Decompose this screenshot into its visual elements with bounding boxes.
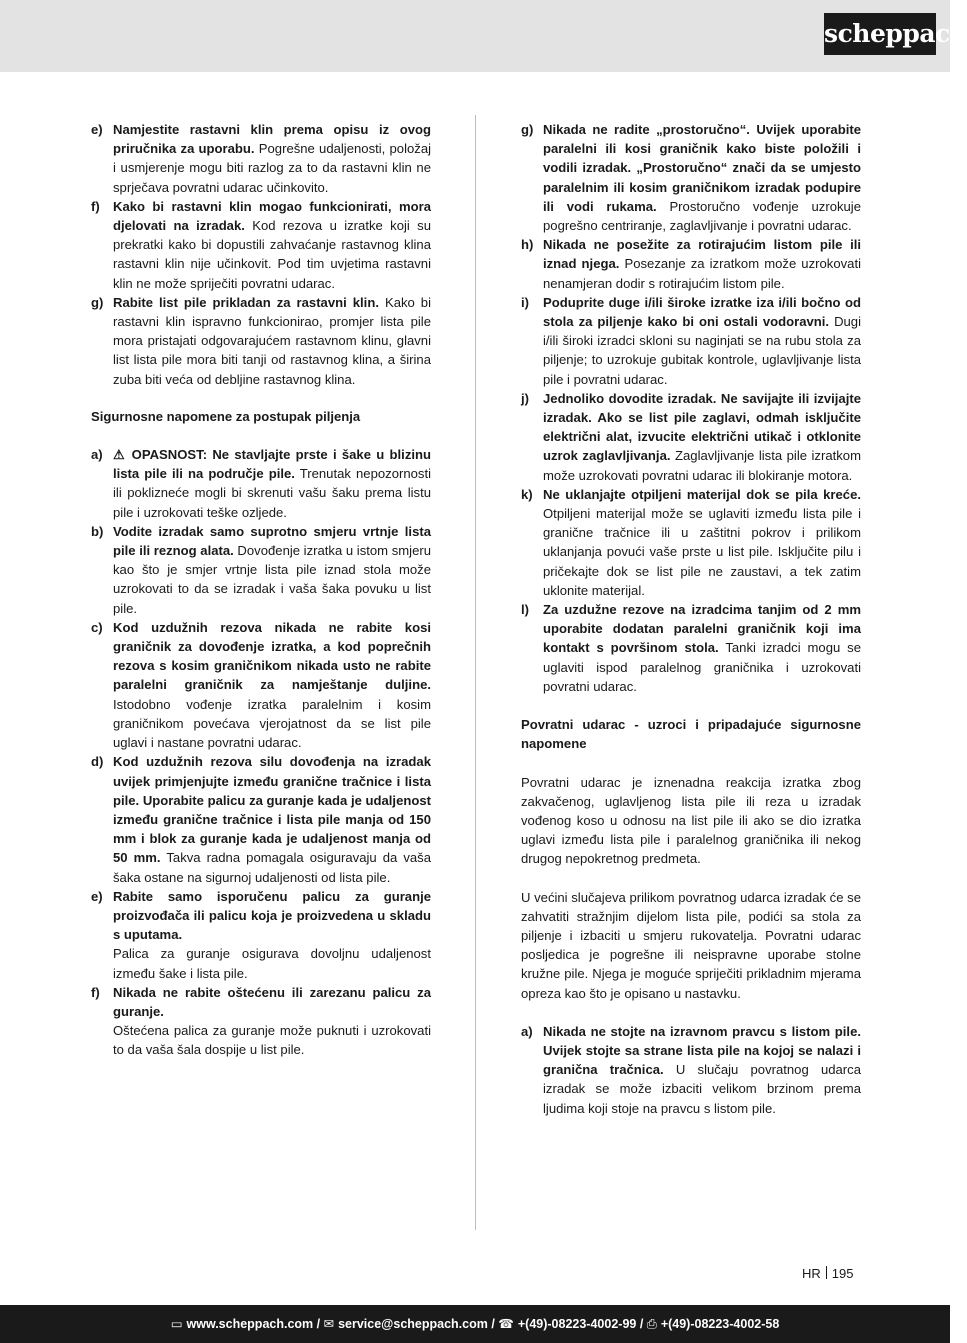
separator	[826, 1266, 827, 1279]
list-item: h) Nikada ne posežite za rotirajućim listom pile ili iznad njega. Posezanje za izratkom može uzrokovati nenamjeran dodir s rotirajućim listom pile.	[521, 237, 861, 291]
list-item: l) Za uzdužne rezove na izradcima tanjim od 2 mm uporabite dodatan paralelni graničnik koji ima kontakt s površinom stola. Tanki izradci mogu se uglaviti ispod paralelnog graničnika i uzrokovati povratni udarac.	[521, 602, 861, 694]
list-item: j) Jednoliko dovodite izradak. Ne savijajte ili izvijajte izradak. Ako se list pile zaglavi, odmah isključite električni alat, izvucite električni utikač i otklonite uzrok zaglavljivanja. Zaglavljivanje lista pile izratkom može uzrokovati povratni udarac ili blokiranje motora.	[521, 390, 861, 483]
footer-bar: ▭ www.scheppach.com / ✉ service@scheppach.com / ☎ +(49)-08223-4002-99 / ⎙ +(49)-08223-4002-58	[0, 1305, 950, 1343]
scheppach-logo: scheppach	[824, 13, 936, 55]
fax-number: +(49)-08223-4002-58	[660, 1317, 780, 1331]
column-divider	[475, 115, 476, 1230]
list-item: i) Poduprite duge i/ili široke izratke iza i/ili bočno od stola za piljenje kako bi oni ostali vodoravni. Dugi i/ili široki izradci skloni su naginjati se na rubu stola za piljenje; to uzrokuje gubitak kontrole, uglavljivanje lista pile i povratni udarac.	[521, 294, 861, 387]
email-link[interactable]: service@scheppach.com	[338, 1317, 488, 1331]
phone-icon: ☎	[498, 1317, 514, 1331]
phone-number: +(49)-08223-4002-99	[517, 1317, 637, 1331]
header-bar	[0, 0, 967, 72]
section-heading: Sigurnosne napomene za postupak piljenja	[91, 408, 361, 424]
list-item: a) ⚠ OPASNOST: Ne stavljajte prste i šake u blizinu lista pile ili na područje pile. Trenutak nepozornosti ili poklizneće mogli bi skrenuti vašu šaku prema listu pile i uzrokovati teške ozljede.	[91, 447, 431, 520]
paragraph: U većini slučajeva prilikom povratnog udarca izradak će se zahvatiti stražnjim dijelom lista pile, podići sa stola za piljenje i izbaciti u smjeru rukovatelja. Povratni udarac posljedica je pogrešne ili neispravne uporabe stolne kružne pile. Njega je moguće spriječiti prikladnim mjerama opreza kao što je opisano u nastavku.	[521, 889, 861, 1001]
list-item: b) Vodite izradak samo suprotno smjeru vrtnje lista pile ili reznog alata. Dovođenje izratka u istom smjeru kao što je smjer vrtnje lista pile iznad stola može uzrokovati to da se izradak i vaša šaka povuku u list pile.	[91, 523, 432, 616]
computer-icon: ▭	[170, 1317, 183, 1331]
list-item: c) Kod uzdužnih rezova nikada ne rabite kosi graničnik za dovođenje izratka, a kod poprečnih rezova s kosim graničnikom nikada usto ne rabite paralelni graničnik za namještanje duljine. Istodobno vođenje izratka paralelnim i kosim graničnikom povećava vjerojatnost da se list pile uglavi i nastane povratni udarac.	[91, 619, 431, 751]
list-item: g) Nikada ne radite „prostoručno“. Uvijek uporabite paralelni ili kosi graničnik kako biste položili i vodili izradak. „Prostoručno“ znači da se umjesto paralelnim ili kosim graničnikom izradak podupire ili vodi rukama. Prostoručno vođenje uzrokuje pogrešno centriranje, zaglavljivanje i povratni udarac.	[521, 122, 862, 234]
list-item: e) Namjestite rastavni klin prema opisu iz ovog priručnika za uporabu. Pogrešne udaljenosti, položaj i usmjerenje mogu biti razlog za to da rastavni klin ne sprječava povratni udarac učinkovito.	[91, 122, 432, 195]
page-number: HR 195	[802, 1266, 854, 1281]
left-column	[91, 120, 431, 1060]
right-column	[521, 120, 861, 1118]
warning-icon: ⚠ OPASNOST: Ne stavljajte prste i šake u blizinu lista pile ili na područje pile.	[113, 447, 431, 482]
list-item: k) Ne uklanjajte otpiljeni materijal dok se pila kreće. Otpiljeni materijal može se uglaviti između lista pile i granične tračnice ili u zaštitni pokrov i prilikom uklanjanja povući vaše prste u list pile. Isključite pilu i pričekajte dok se list pile ne zaustavi, a tek zatim uklonite materijal.	[521, 486, 861, 598]
list-item: a) Nikada ne stojte na izravnom pravcu s listom pile. Uvijek stojte sa strane lista pile na kojoj se nalazi i granična tračnica. U slučaju povratnog udarca izradak se može izbaciti velikom brzinom prema ljudima koji stoje na pravcu s listom pile.	[521, 1023, 861, 1116]
list-item-continuation: Palica za guranje osigurava dovoljnu udaljenost između šake i lista pile.	[113, 946, 431, 981]
fax-icon: ⎙	[646, 1317, 657, 1331]
list-item-continuation: Oštećena palica za guranje može puknuti i uzrokovati to da vaša šala dospije u list pile.	[113, 1023, 431, 1058]
list-item: f) Kako bi rastavni klin mogao funkcionirati, mora djelovati na izradak. Kod rezova u izratke koji su prekratki kako bi dopustili zahvaćanje rastavnog klina rastavni klin nije učinkovit. Pod tim uvjetima rastavni klin ne može spriječiti povratni udarac.	[91, 198, 431, 291]
list-item: d) Kod uzdužnih rezova silu dovođenja na izradak uvijek primjenjujte između granične tračnice i lista pile. Uporabite palicu za guranje kada je udaljenost između granične tračnice i lista pile manja od 150 mm i blok za guranje kada je udaljenost manja od 50 mm. Takva radna pomagala osiguravaju da vaša šaka ostane na sigurnoj udaljenosti od lista pile.	[91, 754, 432, 885]
section-heading: Povratni udarac - uzroci i pripadajuće sigurnosne napomene	[521, 717, 861, 752]
mail-icon: ✉	[323, 1317, 335, 1331]
website-link[interactable]: www.scheppach.com	[186, 1317, 314, 1331]
list-item: e) Rabite samo isporučenu palicu za guranje proizvođača ili palicu koja je proizvedena u skladu s uputama.	[91, 888, 431, 943]
list-item: g) Rabite list pile prikladan za rastavni klin. Kako bi rastavni klin ispravno funkcionirao, promjer lista pile mora pristajati odgovarajućem rastavnom klinu, glavni list lista pile mora biti tanji od rastavnog klina, a širina zuba biti veća od debljine rastavnog klina.	[91, 294, 431, 387]
paragraph: Povratni udarac je iznenadna reakcija izratka zbog zakvačenog, uglavljenog lista pile ili reza u izradak vođenog koso u odnosu na list pile ili ako se dio izratka uglavi između lista pile i paralelnog graničnika ili nekog drugog nepokretnog predmeta.	[521, 774, 861, 867]
list-item: f) Nikada ne rabite oštećenu ili zarezanu palicu za guranje.	[91, 984, 431, 1019]
